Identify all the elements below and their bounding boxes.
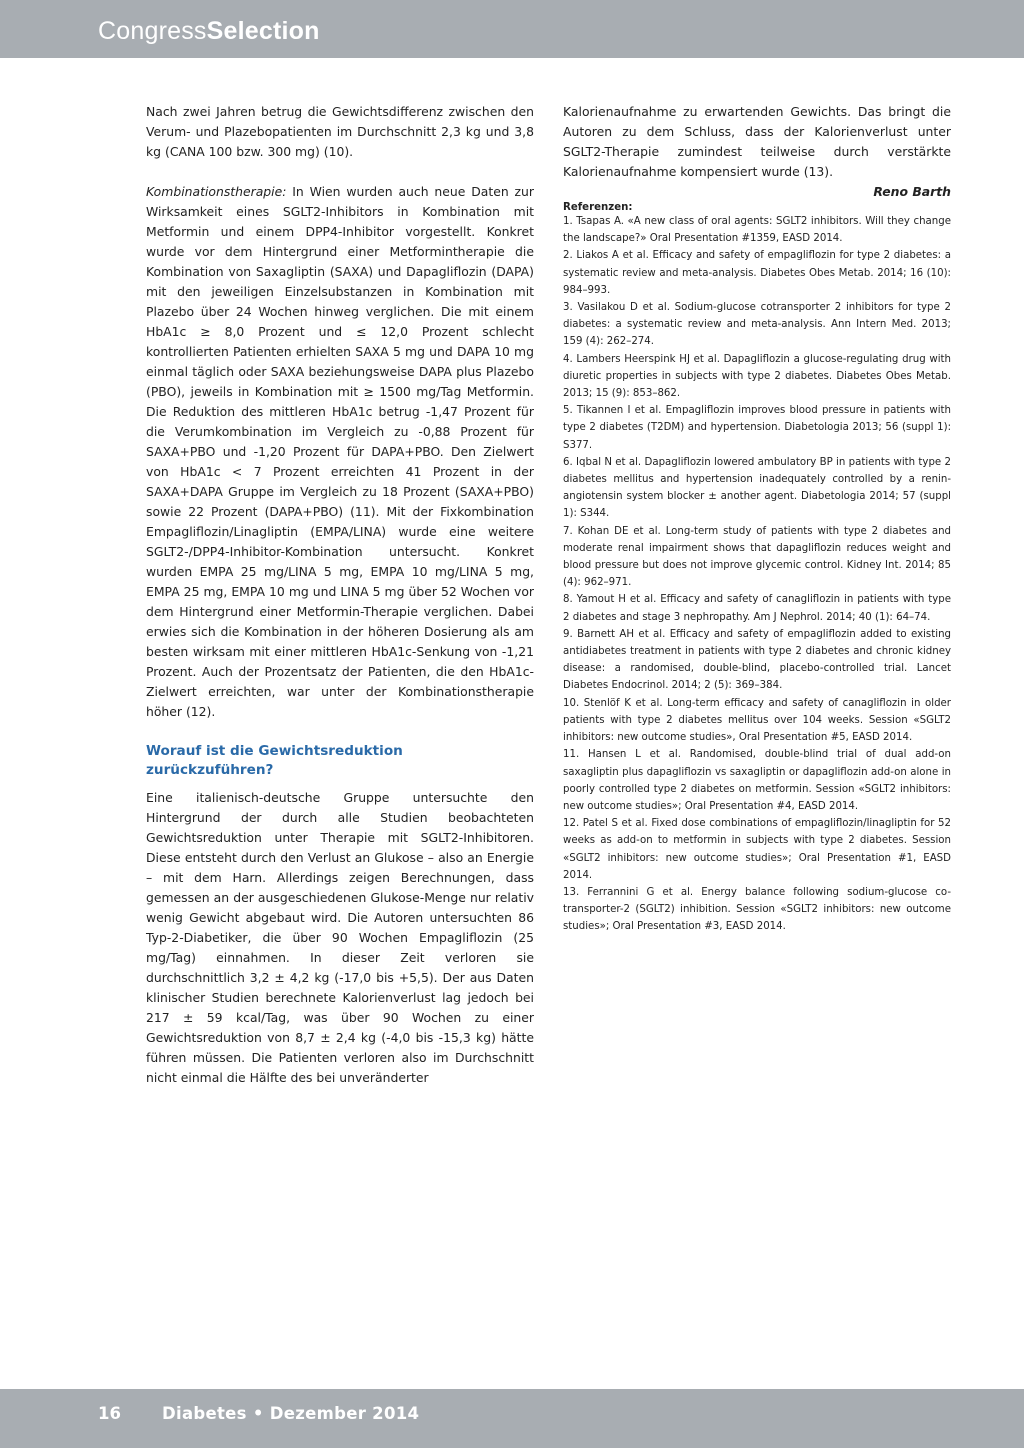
reference-item: 7. Kohan DE et al. Long-term study of patients with type 2 diabetes and moderate renal impairment shows that dapagliflozin reduces weight and blood pressure but does not improve glycemic control. Kidney Int. 2014; 85 (4): 962–971. bbox=[563, 525, 951, 589]
reference-item: 9. Barnett AH et al. Efficacy and safety of empagliflozin added to existing antidiabetes treatment in patients with type 2 diabetes and chronic kidney disease: a randomised, double-blind, placebo-controlled trial. Lancet Diabetes Endocrinol. 2014; 2 (5): 369–384. bbox=[563, 628, 951, 692]
reference-item: 5. Tikannen I et al. Empagliflozin improves blood pressure in patients with type 2 diabetes (T2DM) and hypertension. Diabetologia 2013; 56 (suppl 1): S377. bbox=[563, 405, 951, 451]
reference-item: 6. Iqbal N et al. Dapagliflozin lowered ambulatory BP in patients with type 2 diabetes mellitus and hypertension inadequately controlled by a renin-angiotensin system blocker ± another agent. Diabetologia 2014; 57 (suppl 1): S344. bbox=[563, 456, 951, 520]
logo-light: Congress bbox=[98, 17, 207, 45]
page-number: 16 bbox=[98, 1404, 121, 1423]
reference-item: 1. Tsapas A. «A new class of oral agents: SGLT2 inhibitors. Will they change the landscape?» Oral Presentation #1359, EASD 2014. bbox=[563, 216, 951, 245]
right-column bbox=[563, 102, 951, 936]
paragraph-weight-reduction: Eine italienisch-deutsche Gruppe untersuchte den Hintergrund der durch alle Studien beobachteten Gewichtsreduktion unter Therapie mit SGLT2-Inhibitoren. Diese entsteht durch den Verlust an Glukose – also an Energie – mit dem Harn. Allerdings zeigen Berechnungen, dass gemessen an der ausgeschiedenen Glukose-Menge nur relativ wenig Gewicht abgebaut wird. Die Autoren untersuchten 86 Typ-2-Diabetiker, die über 90 Wochen Empagliflozin (25 mg/Tag) einnahmen. In dieser Zeit verloren sie durchschnittlich 3,2 ± 4,2 kg (-17,0 bis +5,5). Der aus Daten klinischer Studien berechnete Kalorienverlust lag jedoch bei 217 ± 59 kcal/Tag, was über 90 Wochen zu einer Gewichtsreduktion von 8,7 ± 2,4 kg (-4,0 bis -15,3 kg) hätte führen müssen. Die Patienten verloren also im Durchschnitt nicht einmal die Hälfte des bei unveränderter bbox=[146, 790, 534, 1085]
page-footer bbox=[0, 1389, 1024, 1448]
journal-issue: Diabetes • Dezember 2014 bbox=[162, 1404, 420, 1423]
paragraph-label: Kombinationstherapie: bbox=[146, 184, 287, 199]
left-column bbox=[146, 102, 534, 1088]
congress-selection-logo bbox=[98, 17, 320, 46]
reference-item: 8. Yamout H et al. Efficacy and safety of canagliflozin in patients with type 2 diabetes and stage 3 nephropathy. Am J Nephrol. 2014; 40 (1): 64–74. bbox=[563, 594, 951, 623]
reference-item: 10. Stenlöf K et al. Long-term efficacy and safety of canagliflozin in older patients with type 2 diabetes mellitus over 104 weeks. Session «SGLT2 inhibitors: new outcome studies», Oral Presentation #5, EASD 2014. bbox=[563, 697, 951, 744]
references-list bbox=[563, 213, 951, 936]
paragraph-weight-difference: Nach zwei Jahren betrug die Gewichtsdifferenz zwischen den Verum- und Plazebopatienten im Durchschnitt 2,3 kg und 3,8 kg (CANA 100 bzw. 300 mg) (10). bbox=[146, 104, 534, 159]
paragraph-text: In Wien wurden auch neue Daten zur Wirksamkeit eines SGLT2-Inhibitors in Kombination mit Metformin und einem DPP4-Inhibitor vorgestellt. Konkret wurde vor dem Hintergrund einer Metformintherapie die Kombination von Saxagliptin (SAXA) und Dapagliflozin (DAPA) mit den jeweiligen Einzelsubstanzen in Kombination mit Plazebo über 24 Wochen hinweg verglichen. Die mit einem HbA1c ≥ 8,0 Prozent und ≤ 12,0 Prozent schlecht kontrollierten Patienten erhielten SAXA 5 mg und DAPA 10 mg einmal täglich oder SAXA beziehungsweise DAPA plus Plazebo (PBO), jeweils in Kombination mit ≥ 1500 mg/Tag Metformin. Die Reduktion des mittleren HbA1c betrug -1,47 Prozent für die Verumkombination im Vergleich zu -0,88 Prozent für SAXA+PBO und -1,20 Prozent für DAPA+PBO. Den Zielwert von HbA1c < 7 Prozent erreichten 41 Prozent in der SAXA+DAPA Gruppe im Vergleich zu 18 Prozent (SAXA+PBO) sowie 22 Prozent (DAPA+PBO) (11). Mit der Fixkombination Empagliflozin/Linagliptin (EMPA/LINA) wurde eine weitere SGLT2-/DPP4-Inhibitor-Kombination untersucht. Konkret wurden EMPA 25 mg/LINA 5 mg, EMPA 10 mg/LINA 5 mg, EMPA 25 mg, EMPA 10 mg und LINA 5 mg über 52 Wochen vor dem Hintergrund einer Metformin-Therapie verglichen. Dabei erwies sich die Kombination in der höheren Dosierung als am besten wirksam mit einer mittleren HbA1c-Senkung von -1,21 Prozent. Auch der Prozentsatz der Patienten, die den HbA1c-Zielwert erreichten, war unter der Kombinationstherapie höher (12). bbox=[146, 184, 534, 719]
reference-item: 12. Patel S et al. Fixed dose combinations of empagliflozin/linagliptin for 52 weeks as add-on to metformin in subjects with type 2 diabetes. Session «SGLT2 inhibitors: new outcome studies»; Oral Presentation #1, EASD 2014. bbox=[563, 818, 951, 881]
reference-item: 3. Vasilakou D et al. Sodium-glucose cotransporter 2 inhibitors for type 2 diabetes: a systematic review and meta-analysis. Ann Intern Med. 2013; 159 (4): 262–274. bbox=[563, 302, 951, 348]
paragraph-combination-therapy bbox=[146, 182, 534, 722]
reference-item: 13. Ferrannini G et al. Energy balance following sodium-glucose co-transporter-2 (SGLT2) inhibition. Session «SGLT2 inhibitors: new outcome studies»; Oral Presentation #3, EASD 2014. bbox=[563, 886, 951, 933]
page-header bbox=[0, 0, 1024, 58]
section-heading: Worauf ist die Gewichtsreduktion zurückzuführen? bbox=[146, 743, 403, 778]
author-name: Reno Barth bbox=[873, 184, 951, 199]
references-heading: Referenzen: bbox=[563, 202, 633, 213]
reference-item: 4. Lambers Heerspink HJ et al. Dapagliflozin a glucose-regulating drug with diuretic properties in subjects with type 2 diabetes. Diabetes Obes Metab. 2013; 15 (9): 853–862. bbox=[563, 353, 951, 400]
paragraph-continuation: Kalorienaufnahme zu erwartenden Gewichts. Das bringt die Autoren zu dem Schluss, dass der Kalorienverlust unter SGLT2-Therapie zumindest teilweise durch verstärkte Kalorienaufnahme kompensiert wurde (13). bbox=[563, 104, 951, 179]
reference-item: 2. Liakos A et al. Efficacy and safety of empagliflozin for type 2 diabetes: a systematic review and meta-analysis. Diabetes Obes Metab. 2014; 16 (10): 984–993. bbox=[563, 250, 951, 296]
logo-bold: Selection bbox=[206, 17, 320, 45]
reference-item: 11. Hansen L et al. Randomised, double-blind trial of dual add-on saxagliptin plus dapagliflozin vs saxagliptin or dapagliflozin add-on alone in poorly controlled type 2 diabetes on metformin. Session «SGLT2 inhibitors: new outcome studies»; Oral Presentation #4, EASD 2014. bbox=[563, 749, 951, 812]
